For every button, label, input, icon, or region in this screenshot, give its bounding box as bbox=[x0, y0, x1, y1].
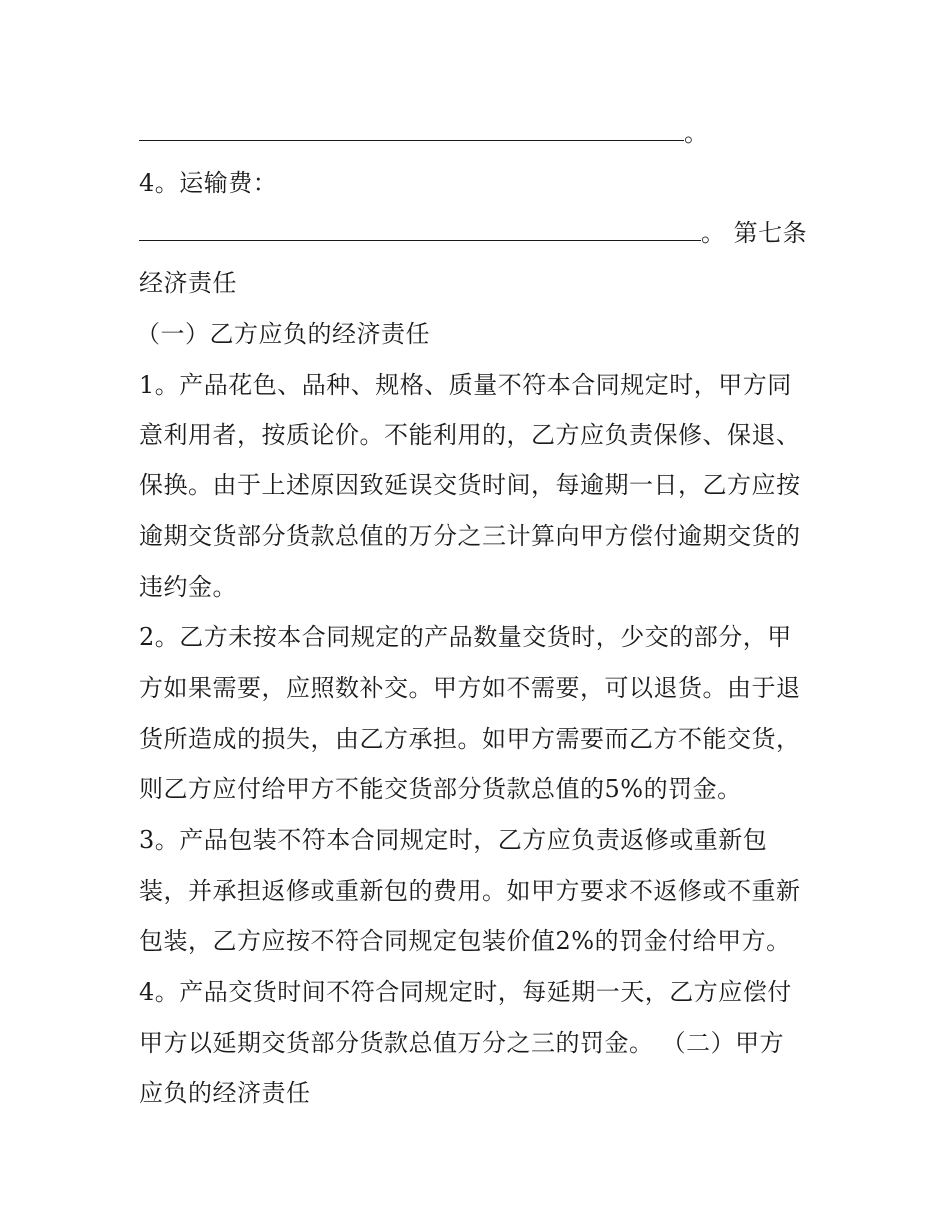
line-text: 1。产品花色、品种、规格、质量不符本合同规定时，甲方同 bbox=[139, 371, 792, 399]
fill-in-blank bbox=[139, 118, 684, 141]
line-text: 逾期交货部分货款总值的万分之三计算向甲方偿付逾期交货的 bbox=[139, 522, 801, 550]
line-text: 4。运输费： bbox=[139, 169, 278, 197]
line-text: 经济责任 bbox=[139, 269, 237, 297]
paragraph-line bbox=[139, 924, 791, 958]
line-text: 甲方以延期交货部分货款总值万分之三的罚金。 （二）甲方 bbox=[139, 1029, 785, 1057]
line-text: 违约金。 bbox=[139, 573, 237, 601]
article-7-title bbox=[139, 266, 237, 300]
blank-line-2 bbox=[139, 216, 807, 250]
paragraph-line bbox=[139, 975, 792, 1009]
line-text: （一）乙方应负的经济责任 bbox=[136, 320, 430, 348]
paragraph-line bbox=[139, 823, 767, 857]
paragraph-line bbox=[139, 1026, 784, 1060]
line-text: 装，并承担返修或重新包的费用。如甲方要求不返修或不重新 bbox=[139, 877, 801, 905]
paragraph-line bbox=[139, 722, 801, 756]
line-text: 3。产品包装不符本合同规定时，乙方应负责返修或重新包 bbox=[139, 826, 768, 854]
paragraph-line bbox=[139, 1076, 311, 1110]
paragraph-line bbox=[139, 671, 801, 705]
line-text: 保换。由于上述原因致延误交货时间，每逾期一日，乙方应按 bbox=[139, 471, 801, 499]
paragraph-line bbox=[139, 519, 801, 553]
clause-4-transport-fee bbox=[139, 166, 277, 200]
line-text: 应负的经济责任 bbox=[139, 1079, 311, 1107]
paragraph-line bbox=[139, 772, 742, 806]
blank-line-1 bbox=[139, 116, 709, 150]
line-text: 方如果需要，应照数补交。甲方如不需要，可以退货。由于退 bbox=[139, 674, 801, 702]
line-text: 4。产品交货时间不符合同规定时，每延期一天，乙方应偿付 bbox=[139, 978, 792, 1006]
line-text: 则乙方应付给甲方不能交货部分货款总值的5%的罚金。 bbox=[139, 775, 742, 803]
paragraph-line bbox=[139, 874, 801, 908]
line-text: 意利用者，按质论价。不能利用的，乙方应负责保修、保退、 bbox=[139, 421, 801, 449]
section-heading-party-b bbox=[136, 317, 430, 351]
paragraph-line bbox=[139, 570, 237, 604]
paragraph-line bbox=[139, 468, 801, 502]
paragraph-line bbox=[139, 368, 792, 402]
line-text: 包装，乙方应按不符合同规定包装价值2%的罚金付给甲方。 bbox=[139, 927, 791, 955]
line-text: 。 bbox=[684, 119, 709, 147]
fill-in-blank bbox=[139, 218, 701, 241]
line-text: 。 第七条 bbox=[701, 219, 808, 247]
paragraph-line bbox=[139, 620, 792, 654]
paragraph-line bbox=[139, 418, 801, 452]
line-text: 2。乙方未按本合同规定的产品数量交货时，少交的部分，甲 bbox=[139, 623, 792, 651]
line-text: 货所造成的损失，由乙方承担。如甲方需要而乙方不能交货， bbox=[139, 725, 801, 753]
